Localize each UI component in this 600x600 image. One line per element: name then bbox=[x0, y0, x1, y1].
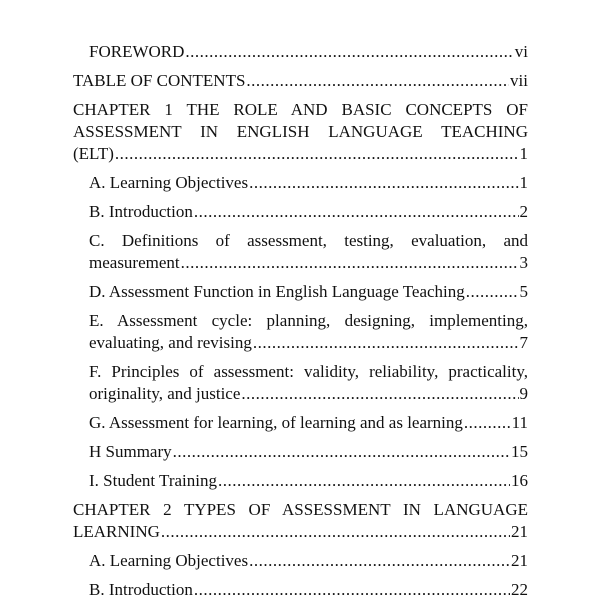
toc-entry-ch1-assessment-for-learning[interactable] bbox=[89, 412, 528, 434]
toc-entry-ch1-assessment-cycle[interactable] bbox=[89, 310, 528, 354]
toc-entry-title: I. Student Training bbox=[89, 471, 217, 490]
toc-entry-ch1-student-training[interactable] bbox=[89, 470, 528, 492]
dot-leader bbox=[249, 550, 510, 572]
toc-entry-title: D. Assessment Function in English Language Teaching bbox=[89, 282, 465, 301]
dot-leader bbox=[249, 172, 518, 194]
toc-entry-title-line: evaluating, and revising bbox=[89, 333, 252, 352]
dot-leader bbox=[161, 521, 510, 543]
toc-page-number: 5 bbox=[519, 282, 528, 301]
dot-leader bbox=[246, 70, 509, 92]
toc-page-number: 7 bbox=[519, 333, 528, 352]
dot-leader bbox=[466, 281, 519, 303]
toc-entry-title: B. Introduction bbox=[89, 202, 193, 221]
toc-entry-ch1-principles[interactable] bbox=[89, 361, 528, 405]
toc-entry-title: A. Learning Objectives bbox=[89, 173, 249, 192]
toc-entry-table-of-contents[interactable] bbox=[73, 70, 528, 92]
toc-entry-ch1-definitions[interactable] bbox=[89, 230, 528, 274]
toc-entry-title: FOREWORD bbox=[89, 42, 185, 61]
dot-leader bbox=[464, 412, 511, 434]
dot-leader bbox=[218, 470, 510, 492]
toc-page-number: 9 bbox=[519, 384, 528, 403]
toc-page-number: vi bbox=[514, 42, 528, 61]
toc-entry-title-line: CHAPTER 2 TYPES OF ASSESSMENT IN LANGUAGE bbox=[73, 500, 528, 519]
toc-entry-title-line: F. Principles of assessment: validity, reliability, practicality, bbox=[89, 362, 528, 381]
toc-entry-title-line: CHAPTER 1 THE ROLE AND BASIC CONCEPTS OF bbox=[73, 100, 528, 119]
toc-entry-title: H Summary bbox=[89, 442, 172, 461]
toc-entry-title-line: originality, and justice bbox=[89, 384, 241, 403]
dot-leader bbox=[194, 579, 510, 600]
toc-page-number: 21 bbox=[511, 551, 528, 570]
dot-leader bbox=[115, 143, 519, 165]
toc-page-number: vii bbox=[510, 71, 528, 90]
toc-entry-ch1-summary[interactable] bbox=[89, 441, 528, 463]
toc-entry-foreword[interactable] bbox=[89, 41, 528, 63]
dot-leader bbox=[173, 441, 510, 463]
dot-leader bbox=[253, 332, 519, 354]
toc-entry-title-line: measurement bbox=[89, 253, 180, 272]
toc-entry-title-line: ASSESSMENT IN ENGLISH LANGUAGE TEACHING bbox=[73, 122, 528, 141]
toc-entry-title: B. Introduction bbox=[89, 580, 193, 599]
toc-page-number: 2 bbox=[519, 202, 528, 221]
toc-page-number: 3 bbox=[519, 253, 528, 272]
toc-page-number: 21 bbox=[511, 522, 528, 541]
toc-entry-ch2-learning-objectives[interactable] bbox=[89, 550, 528, 572]
toc-entry-title: A. Learning Objectives bbox=[89, 551, 249, 570]
toc-entry-chapter-1[interactable] bbox=[73, 99, 528, 165]
toc-entry-ch2-introduction[interactable] bbox=[89, 579, 528, 600]
dot-leader bbox=[241, 383, 518, 405]
toc-entry-title-line: (ELT) bbox=[73, 144, 114, 163]
toc-page-number: 16 bbox=[511, 471, 528, 490]
toc-entry-title-line: C. Definitions of assessment, testing, evaluation, and bbox=[89, 231, 528, 250]
toc-entry-title-line: LEARNING bbox=[73, 522, 160, 541]
toc-entry-ch1-assessment-function[interactable] bbox=[89, 281, 528, 303]
toc-entry-title: G. Assessment for learning, of learning and as learning bbox=[89, 413, 463, 432]
toc-entry-chapter-2[interactable] bbox=[73, 499, 528, 543]
toc-entry-title: TABLE OF CONTENTS bbox=[73, 71, 246, 90]
toc-entry-title-line: E. Assessment cycle: planning, designing, implementing, bbox=[89, 311, 528, 330]
toc-page-number: 15 bbox=[511, 442, 528, 461]
toc-page-number: 11 bbox=[511, 413, 528, 432]
dot-leader bbox=[185, 41, 513, 63]
toc-page-number: 22 bbox=[511, 580, 528, 599]
table-of-contents bbox=[73, 41, 528, 600]
toc-page-number: 1 bbox=[519, 144, 528, 163]
toc-page-number: 1 bbox=[519, 173, 528, 192]
toc-entry-ch1-introduction[interactable] bbox=[89, 201, 528, 223]
dot-leader bbox=[181, 252, 519, 274]
toc-entry-ch1-learning-objectives[interactable] bbox=[89, 172, 528, 194]
dot-leader bbox=[194, 201, 519, 223]
